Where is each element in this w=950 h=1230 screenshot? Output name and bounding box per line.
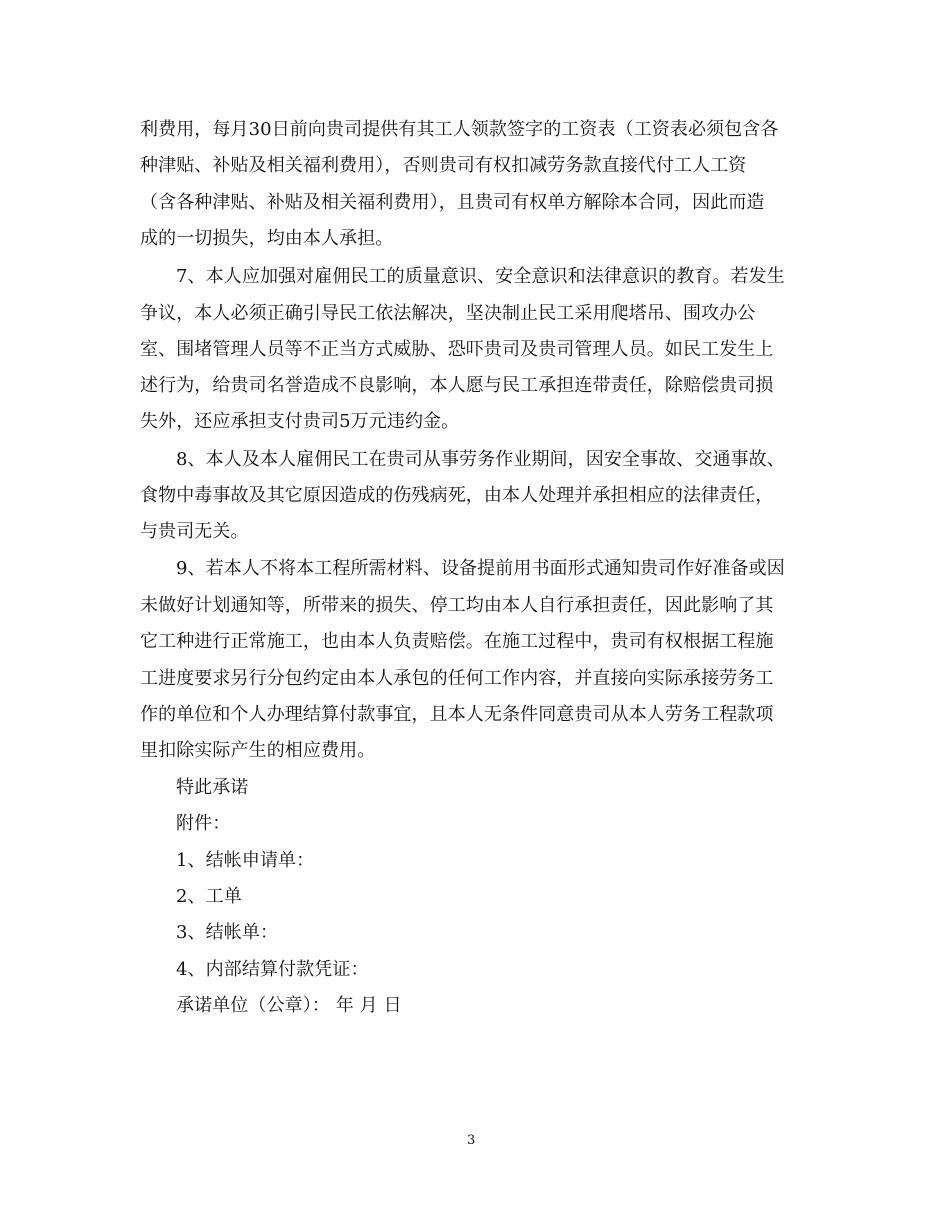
clause-7-line-2: 争议，本人必须正确引导民工依法解决，坚决制止民工采用爬塔吊、围攻办公 — [140, 303, 756, 324]
signature-line: 承诺单位（公章）： 年 月 日 — [176, 995, 402, 1016]
text-line-1: 利费用，每月30日前向贵司提供有其工人领款签字的工资表（工资表必须包含各 — [140, 119, 779, 140]
pledge-closing: 特此承诺 — [176, 777, 249, 798]
attachment-item-2: 2、工单 — [176, 886, 242, 907]
attachment-item-4: 4、内部结算付款凭证： — [176, 959, 369, 980]
clause-7-line-5: 失外，还应承担支付贵司5万元违约金。 — [140, 411, 460, 432]
clause-9-line-3: 它工种进行正常施工，也由本人负责赔偿。在施工过程中，贵司有权根据工程施 — [140, 631, 774, 652]
clause-7-line-1: 7、本人应加强对雇佣民工的质量意识、安全意识和法律意识的教育。若发生 — [176, 266, 785, 287]
text-line-3: （含各种津贴、补贴及相关福利费用），且贵司有权单方解除本合同，因此而造 — [140, 192, 765, 213]
text-line-2: 种津贴、补贴及相关福利费用），否则贵司有权扣减劳务款直接代付工人工资 — [140, 155, 747, 176]
text-line-4: 成的一切损失，均由本人承担。 — [140, 228, 394, 249]
clause-7-line-3: 室、围堵管理人员等不正当方式威胁、恐吓贵司及贵司管理人员。如民工发生上 — [140, 339, 774, 360]
clause-8-line-2: 食物中毒事故及其它原因造成的伤残病死，由本人处理并承担相应的法律责任， — [140, 485, 774, 506]
clause-8-line-1: 8、本人及本人雇佣民工在贵司从事劳务作业期间，因安全事故、交通事故、 — [176, 449, 785, 470]
clause-7-line-4: 述行为，给贵司名誉造成不良影响，本人愿与民工承担连带责任，除赔偿贵司损 — [140, 375, 774, 396]
clause-9-line-6: 里扣除实际产生的相应费用。 — [140, 740, 376, 761]
clause-9-line-2: 未做好计划通知等，所带来的损失、停工均由本人自行承担责任，因此影响了其 — [140, 595, 774, 616]
clause-9-line-1: 9、若本人不将本工程所需材料、设备提前用书面形式通知贵司作好准备或因 — [176, 558, 785, 579]
page-number: 3 — [467, 1133, 476, 1148]
attachments-heading: 附件： — [176, 813, 231, 834]
clause-9-line-5: 作的单位和个人办理结算付款事宜，且本人无条件同意贵司从本人劳务工程款项 — [140, 704, 774, 725]
clause-9-line-4: 工进度要求另行分包约定由本人承包的任何工作内容，并直接向实际承接劳务工 — [140, 668, 774, 689]
attachment-item-3: 3、结帐单： — [176, 922, 279, 943]
clause-8-line-3: 与贵司无关。 — [140, 521, 249, 542]
attachment-item-1: 1、结帐申请单： — [176, 850, 315, 871]
